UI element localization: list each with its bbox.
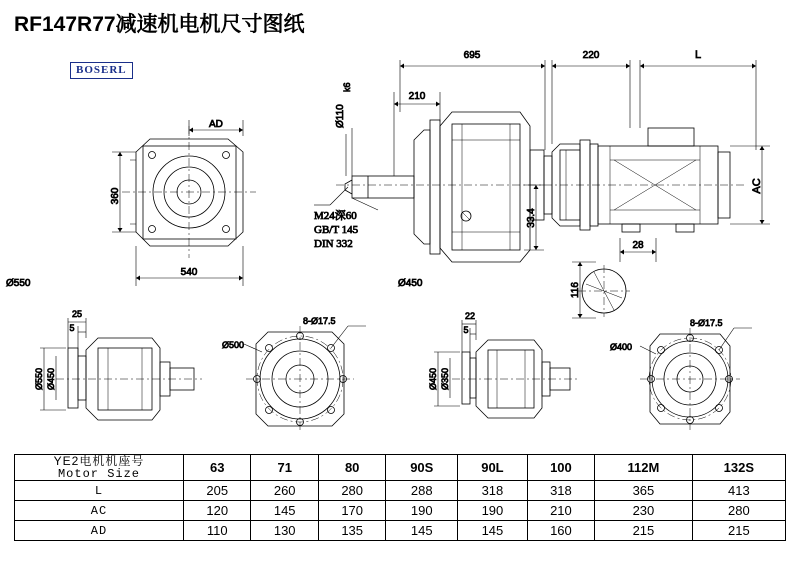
table-cell: 413 xyxy=(692,481,785,501)
table-header-cell: 90L xyxy=(458,455,528,481)
dia-400-label: Ø400 xyxy=(610,342,633,352)
dim-220 xyxy=(552,60,630,144)
table-rowhead-cn: YE2电机机座号 xyxy=(53,454,145,468)
table-rowhead-en: Motor Size xyxy=(57,466,140,481)
table-header-cell: 90S xyxy=(386,455,458,481)
table-header-cell: 132S xyxy=(692,455,785,481)
table-cell: 190 xyxy=(458,501,528,521)
dim-695-label: 695 xyxy=(463,50,481,61)
thread-note-1: M24深60 xyxy=(314,210,357,222)
table-header-cell: 100 xyxy=(527,455,594,481)
thread-note-3: DIN 332 xyxy=(314,238,353,250)
table-cell: 215 xyxy=(692,521,785,541)
table-cell: 215 xyxy=(595,521,693,541)
dim-L-label: L xyxy=(694,49,702,61)
dim-33-4-label: 33.4 xyxy=(526,208,537,228)
table-cell: 145 xyxy=(386,521,458,541)
table-cell: 130 xyxy=(251,521,318,541)
dia-500-label: Ø500 xyxy=(222,340,245,350)
view-main-assembly xyxy=(336,112,745,262)
dim-ac-label: AC xyxy=(751,178,763,194)
thread-note-leader xyxy=(314,187,348,205)
dim-360-label: 360 xyxy=(110,187,121,205)
dim-540 xyxy=(136,246,243,286)
dia-550-left-label: Ø550 xyxy=(34,367,44,391)
thread-note-2: GB/T 145 xyxy=(314,224,359,236)
dia-350-right-label: Ø350 xyxy=(440,367,450,391)
dim-116-label: 116 xyxy=(570,282,581,298)
table-cell: 365 xyxy=(595,481,693,501)
table-cell: 280 xyxy=(692,501,785,521)
view-bottom-left-front xyxy=(244,326,366,432)
dim-210 xyxy=(394,92,440,176)
dim-210-label: 210 xyxy=(408,91,426,102)
brand-logo: BOSERL xyxy=(70,62,133,79)
table-cell: 190 xyxy=(386,501,458,521)
table-row xyxy=(15,501,786,521)
motor-size-table xyxy=(14,454,786,541)
table-cell: 145 xyxy=(458,521,528,541)
view-shaft-section xyxy=(578,265,630,317)
table-cell: 170 xyxy=(318,501,385,521)
holes-right-label: 8-Ø17.5 xyxy=(690,318,723,328)
table-cell: 135 xyxy=(318,521,385,541)
shaft-diameter-label: Ø110 xyxy=(335,104,346,128)
dia-450-left-label: Ø450 xyxy=(46,367,56,391)
table-cell: 230 xyxy=(595,501,693,521)
table-cell: 260 xyxy=(251,481,318,501)
view-ad-square xyxy=(122,126,256,258)
dia-450-label-main: Ø450 xyxy=(398,278,423,289)
table-cell: 205 xyxy=(184,481,251,501)
view-bottom-right-front xyxy=(640,328,752,430)
table-header-cell: 63 xyxy=(184,455,251,481)
table-row xyxy=(15,521,786,541)
dim-695 xyxy=(400,60,545,150)
dim-540-label: 540 xyxy=(180,267,198,278)
table-header-cell: 71 xyxy=(251,455,318,481)
dim-5-left-label: 5 xyxy=(69,323,75,333)
page-title: RF147R77减速机电机尺寸图纸 xyxy=(14,13,305,36)
table-cell: 120 xyxy=(184,501,251,521)
table-cell: 110 xyxy=(184,521,251,541)
dia-550-label-main: Ø550 xyxy=(6,278,31,289)
view-bottom-right-side xyxy=(452,340,578,418)
table-header-cell: 112M xyxy=(595,455,693,481)
dim-220-label: 220 xyxy=(582,50,600,61)
table-row-label: L xyxy=(15,481,184,501)
dim-28-label: 28 xyxy=(632,240,644,251)
dia-450-right-label: Ø450 xyxy=(428,367,438,391)
table-cell: 318 xyxy=(527,481,594,501)
table-row xyxy=(15,481,786,501)
dim-25-label: 25 xyxy=(71,309,83,319)
table-cell: 318 xyxy=(458,481,528,501)
table-cell: 210 xyxy=(527,501,594,521)
dim-L xyxy=(640,60,756,150)
table-row-label: AD xyxy=(15,521,184,541)
table-header-cell: 80 xyxy=(318,455,385,481)
table-row-label: AC xyxy=(15,501,184,521)
table-cell: 280 xyxy=(318,481,385,501)
dim-5-right-label: 5 xyxy=(463,325,469,335)
holes-left-label: 8-Ø17.5 xyxy=(303,316,336,326)
shaft-diameter-tolerance: k6 xyxy=(342,82,352,92)
dim-22-label: 22 xyxy=(464,311,476,321)
table-row-header xyxy=(15,455,786,481)
table-cell: 160 xyxy=(527,521,594,541)
table-cell: 145 xyxy=(251,501,318,521)
table-rowhead-motor-size xyxy=(15,455,184,481)
table-cell: 288 xyxy=(386,481,458,501)
dim-ad-label: AD xyxy=(209,119,223,130)
